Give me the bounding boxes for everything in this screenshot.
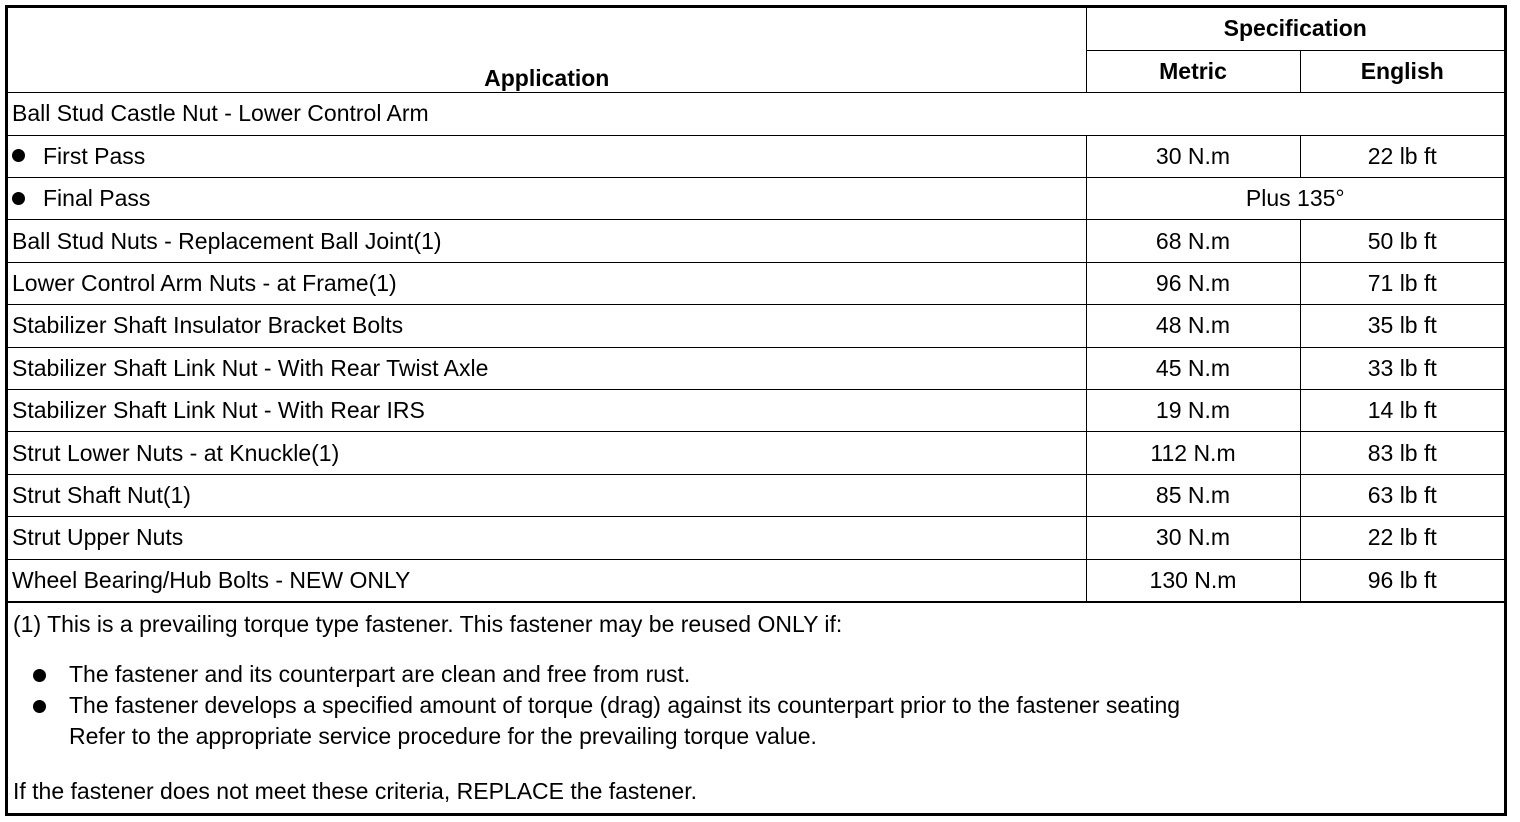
english-cell: 96 lb ft <box>1300 559 1504 601</box>
application-cell <box>8 262 1086 304</box>
application-cell <box>8 474 1086 516</box>
footnote-bullet-line: Refer to the appropriate service procedure for the prevailing torque value. <box>69 723 817 749</box>
english-cell: 71 lb ft <box>1300 262 1504 304</box>
application-cell <box>8 517 1086 559</box>
english-cell: 83 lb ft <box>1300 432 1504 474</box>
application-text: Stabilizer Shaft Insulator Bracket Bolts <box>12 312 404 339</box>
table-row <box>8 220 1504 262</box>
metric-header: Metric <box>1086 50 1300 92</box>
spec-span-cell: Plus 135° <box>1086 178 1504 220</box>
application-cell <box>8 559 1086 601</box>
application-cell <box>8 220 1086 262</box>
footnote-closing: If the fastener does not meet these criteria, REPLACE the fastener. <box>13 778 697 804</box>
metric-cell: 96 N.m <box>1086 262 1300 304</box>
application-text: Lower Control Arm Nuts - at Frame(1) <box>12 270 397 297</box>
table-row <box>8 347 1504 389</box>
bullet-icon <box>12 149 25 162</box>
application-text: Stabilizer Shaft Link Nut - With Rear IRS <box>12 397 425 424</box>
table-row <box>8 262 1504 304</box>
english-cell: 50 lb ft <box>1300 220 1504 262</box>
application-cell <box>8 135 1086 177</box>
table-row <box>8 93 1504 135</box>
application-text: First Pass <box>43 142 146 169</box>
english-cell: 35 lb ft <box>1300 305 1504 347</box>
metric-cell: 85 N.m <box>1086 474 1300 516</box>
english-cell: 22 lb ft <box>1300 135 1504 177</box>
footnote-bullet-item <box>33 659 1499 690</box>
english-cell: 33 lb ft <box>1300 347 1504 389</box>
footnote-bullet-line: The fastener and its counterpart are clean and free from rust. <box>69 661 691 687</box>
table-row <box>8 559 1504 601</box>
metric-cell: 45 N.m <box>1086 347 1300 389</box>
footnote-bullets <box>13 659 1499 752</box>
application-text: Final Pass <box>43 185 151 212</box>
bullet-icon <box>12 192 25 205</box>
english-cell: 22 lb ft <box>1300 517 1504 559</box>
english-header: English <box>1300 50 1504 92</box>
footnote-bullet-line: The fastener develops a specified amount of torque (drag) against its counterpart prior to the fastener seating <box>69 692 1181 718</box>
table-row <box>8 474 1504 516</box>
table-row <box>8 390 1504 432</box>
application-text: Ball Stud Nuts - Replacement Ball Joint(1) <box>12 227 442 254</box>
metric-cell: 112 N.m <box>1086 432 1300 474</box>
metric-cell: 130 N.m <box>1086 559 1300 601</box>
application-text: Strut Upper Nuts <box>12 524 184 551</box>
application-text: Wheel Bearing/Hub Bolts - NEW ONLY <box>12 566 411 593</box>
table-row <box>8 305 1504 347</box>
footnote-section <box>8 602 1504 816</box>
application-text: Stabilizer Shaft Link Nut - With Rear Twist Axle <box>12 354 489 381</box>
specification-header: Specification <box>1086 8 1504 50</box>
application-text: Strut Lower Nuts - at Knuckle(1) <box>12 439 340 466</box>
application-cell <box>8 390 1086 432</box>
metric-cell: 19 N.m <box>1086 390 1300 432</box>
table-body <box>8 93 1504 602</box>
english-cell: 63 lb ft <box>1300 474 1504 516</box>
table-row <box>8 135 1504 177</box>
application-text: Ball Stud Castle Nut - Lower Control Arm <box>12 100 429 127</box>
application-cell <box>8 305 1086 347</box>
bullet-icon <box>33 700 46 713</box>
header-row-top <box>8 8 1504 50</box>
application-cell <box>8 347 1086 389</box>
application-cell <box>8 178 1086 220</box>
table-row <box>8 517 1504 559</box>
application-header: Application <box>8 8 1086 93</box>
metric-cell: 68 N.m <box>1086 220 1300 262</box>
metric-cell: 48 N.m <box>1086 305 1300 347</box>
bullet-icon <box>33 669 46 682</box>
metric-cell: 30 N.m <box>1086 517 1300 559</box>
application-cell <box>8 432 1086 474</box>
table-row <box>8 178 1504 220</box>
metric-cell: 30 N.m <box>1086 135 1300 177</box>
application-text: Strut Shaft Nut(1) <box>12 481 191 508</box>
application-cell <box>8 93 1504 135</box>
torque-spec-table <box>8 8 1504 602</box>
footnote-intro: (1) This is a prevailing torque type fastener. This fastener may be reused ONLY if: <box>13 611 843 637</box>
spec-document <box>5 5 1507 816</box>
english-cell: 14 lb ft <box>1300 390 1504 432</box>
table-row <box>8 432 1504 474</box>
footnote-bullet-item <box>33 690 1499 752</box>
